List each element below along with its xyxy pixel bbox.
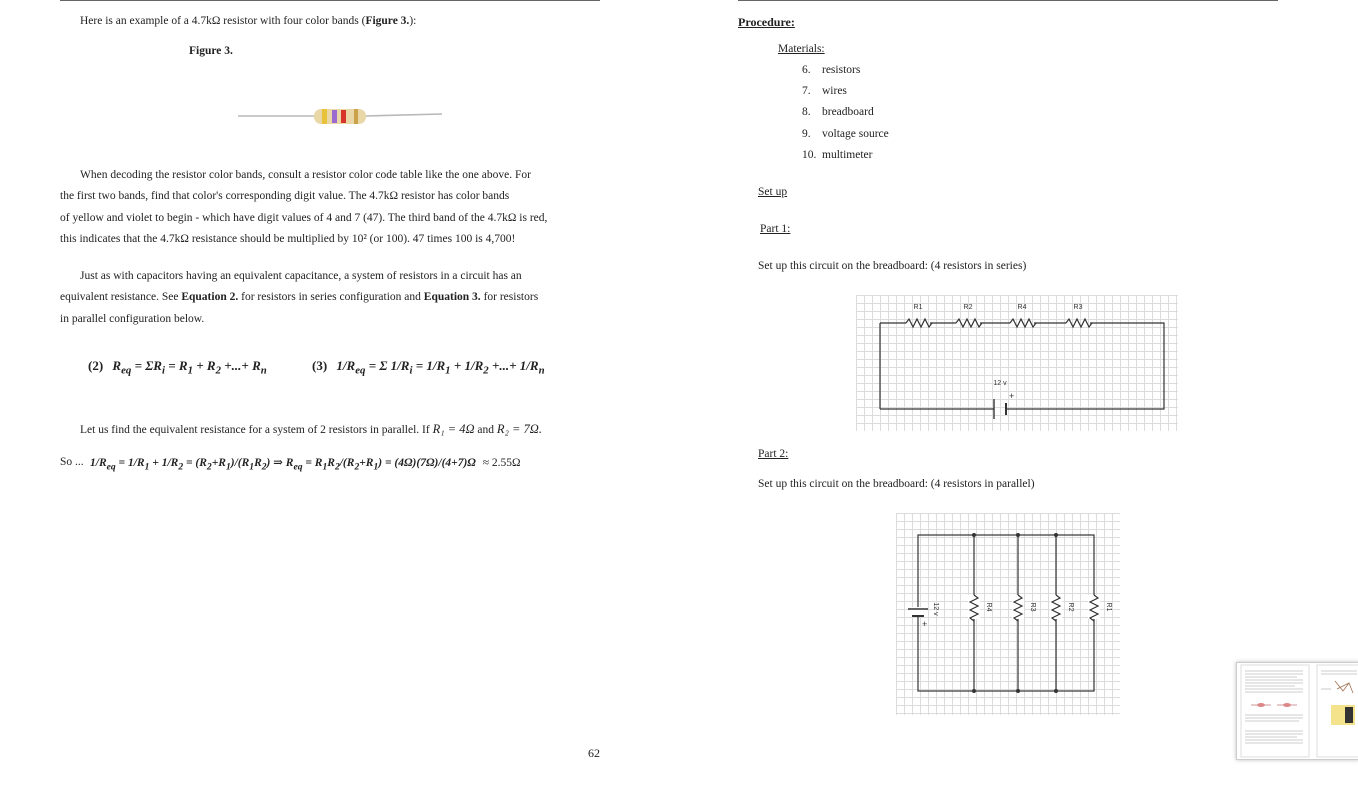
equation-2	[88, 358, 267, 377]
series-battery-plus: +	[1009, 391, 1015, 401]
part1-description: Set up this circuit on the breadboard: (4 resistors in series)	[758, 260, 1027, 272]
part1-title: Part 1:	[760, 223, 791, 235]
page-thumbnail-preview[interactable]	[1236, 662, 1358, 760]
series-label-r2: R2	[963, 304, 973, 311]
junction-dot	[1016, 689, 1020, 693]
band-gold	[354, 109, 358, 124]
intro-post: ):	[409, 15, 417, 27]
series-circuit-diagram	[856, 295, 1178, 431]
thumbnail-color-chart-dark	[1345, 707, 1353, 723]
thumbnail-image	[1237, 663, 1358, 759]
materials-item: 9. voltage source	[802, 128, 889, 140]
intro-figure-ref: Figure 3.	[365, 15, 410, 27]
junction-dot	[972, 689, 976, 693]
color-band-paragraph	[60, 165, 600, 250]
equivalent-resistance-paragraph	[60, 266, 600, 330]
band-yellow	[322, 109, 327, 124]
example-sentence: Let us find the equivalent resistance for a system of 2 resistors in parallel. If R₁ = 4Ω and R₂ = 7Ω.	[80, 422, 542, 436]
para2-line: Just as with capacitors having an equivalent capacitance, a system of resistors in a circuit has an	[80, 270, 522, 282]
junction-dot	[1016, 533, 1020, 537]
parallel-example-equation: $1/R_{eq} = 1/R_1 + 1/R_2 = (R_2+R_1)/(R_1R_2)$ ⇒ $R_{eq} = R_1R_2/(R_2+R_1) = (4\Omega)(7\Omega)/(4+7)\Omega \approx 2.55\Omega$	[90, 457, 521, 473]
series-resistor-r2	[956, 319, 982, 327]
example-r2: R₂ = 7Ω.	[496, 422, 542, 436]
materials-item: 7. wires	[802, 85, 847, 97]
materials-title: Materials:	[778, 43, 825, 55]
para2-line: equivalent resistance. See Equation 2. for resistors in series configuration and Equation 3. for resistors	[60, 291, 539, 304]
equation-2-body: $R_{eq} = \Sigma R_i = R_1 + R_2$ +...+ $R_n$	[112, 358, 267, 377]
parallel-battery-plus: +	[922, 619, 928, 629]
so-result: ≈ 2.55Ω	[482, 457, 521, 469]
parallel-label-r3: R3	[1029, 602, 1036, 612]
example-r1: R₁ = 4Ω	[432, 422, 475, 436]
resistor-image	[238, 104, 442, 130]
parallel-label-r4: R4	[985, 602, 992, 612]
parallel-circuit-diagram	[896, 513, 1120, 715]
equation-3	[312, 358, 545, 377]
parallel-outer-wire	[918, 535, 1094, 691]
para1-line: When decoding the resistor color bands, consult a resistor color code table like the one above. For	[80, 169, 531, 181]
parallel-voltage-label: 12 v	[932, 602, 939, 616]
parallel-label-r1: R1	[1105, 602, 1112, 612]
junction-dot	[1054, 689, 1058, 693]
equation-3-number: (3)	[312, 358, 328, 373]
para1-line: this indicates that the 4.7kΩ resistance should be multiplied by 10² (or 100). 47 times 100 is 4,700!	[60, 232, 516, 245]
series-label-r3: R3	[1073, 304, 1083, 311]
para2-line: in parallel configuration below.	[60, 312, 205, 325]
series-voltage-label: 12 v	[993, 380, 1007, 387]
materials-item: 10. multimeter	[802, 149, 873, 161]
left-page-top-rule	[60, 0, 600, 1]
page-number: 62	[588, 746, 600, 760]
series-resistor-r1	[906, 319, 932, 327]
so-label: So ...	[60, 456, 84, 468]
part2-description: Set up this circuit on the breadboard: (4 resistors in parallel)	[758, 478, 1035, 490]
band-violet	[332, 110, 337, 123]
materials-item: 6. resistors	[802, 64, 861, 76]
series-wire-loop	[880, 323, 1164, 409]
series-label-r1: R1	[913, 304, 923, 311]
series-label-r4: R4	[1017, 304, 1027, 311]
resistor-lead-right	[366, 114, 442, 116]
para1-line: the first two bands, find that color's corresponding digit value. The 4.7kΩ resistor has color bands	[60, 190, 510, 203]
part2-title: Part 2:	[758, 448, 789, 460]
junction-dot	[972, 533, 976, 537]
band-red	[341, 110, 346, 123]
intro-pre: Here is an example of a 4.7kΩ resistor with four color bands (	[80, 15, 366, 27]
right-page-top-rule	[738, 0, 1278, 1]
equation-3-body: $1/R_{eq} = \Sigma$ $1/R_i = 1/R_1 + 1/R_2$ +...+ $1/R_n$	[336, 358, 545, 377]
para1-line: of yellow and violet to begin - which have digit values of 4 and 7 (47). The third band of the 4.7kΩ is red,	[60, 211, 548, 224]
resistor-body	[314, 109, 366, 124]
materials-item: 8. breadboard	[802, 106, 874, 118]
setup-title: Set up	[758, 186, 788, 198]
equation-2-number: (2)	[88, 358, 104, 373]
series-resistor-r4	[1010, 319, 1036, 327]
series-resistor-r3	[1066, 319, 1092, 327]
intro-sentence	[80, 15, 416, 27]
figure-label: Figure 3.	[189, 45, 233, 57]
junction-dot	[1054, 533, 1058, 537]
parallel-label-r2: R2	[1067, 602, 1074, 612]
procedure-title: Procedure:	[738, 15, 795, 29]
